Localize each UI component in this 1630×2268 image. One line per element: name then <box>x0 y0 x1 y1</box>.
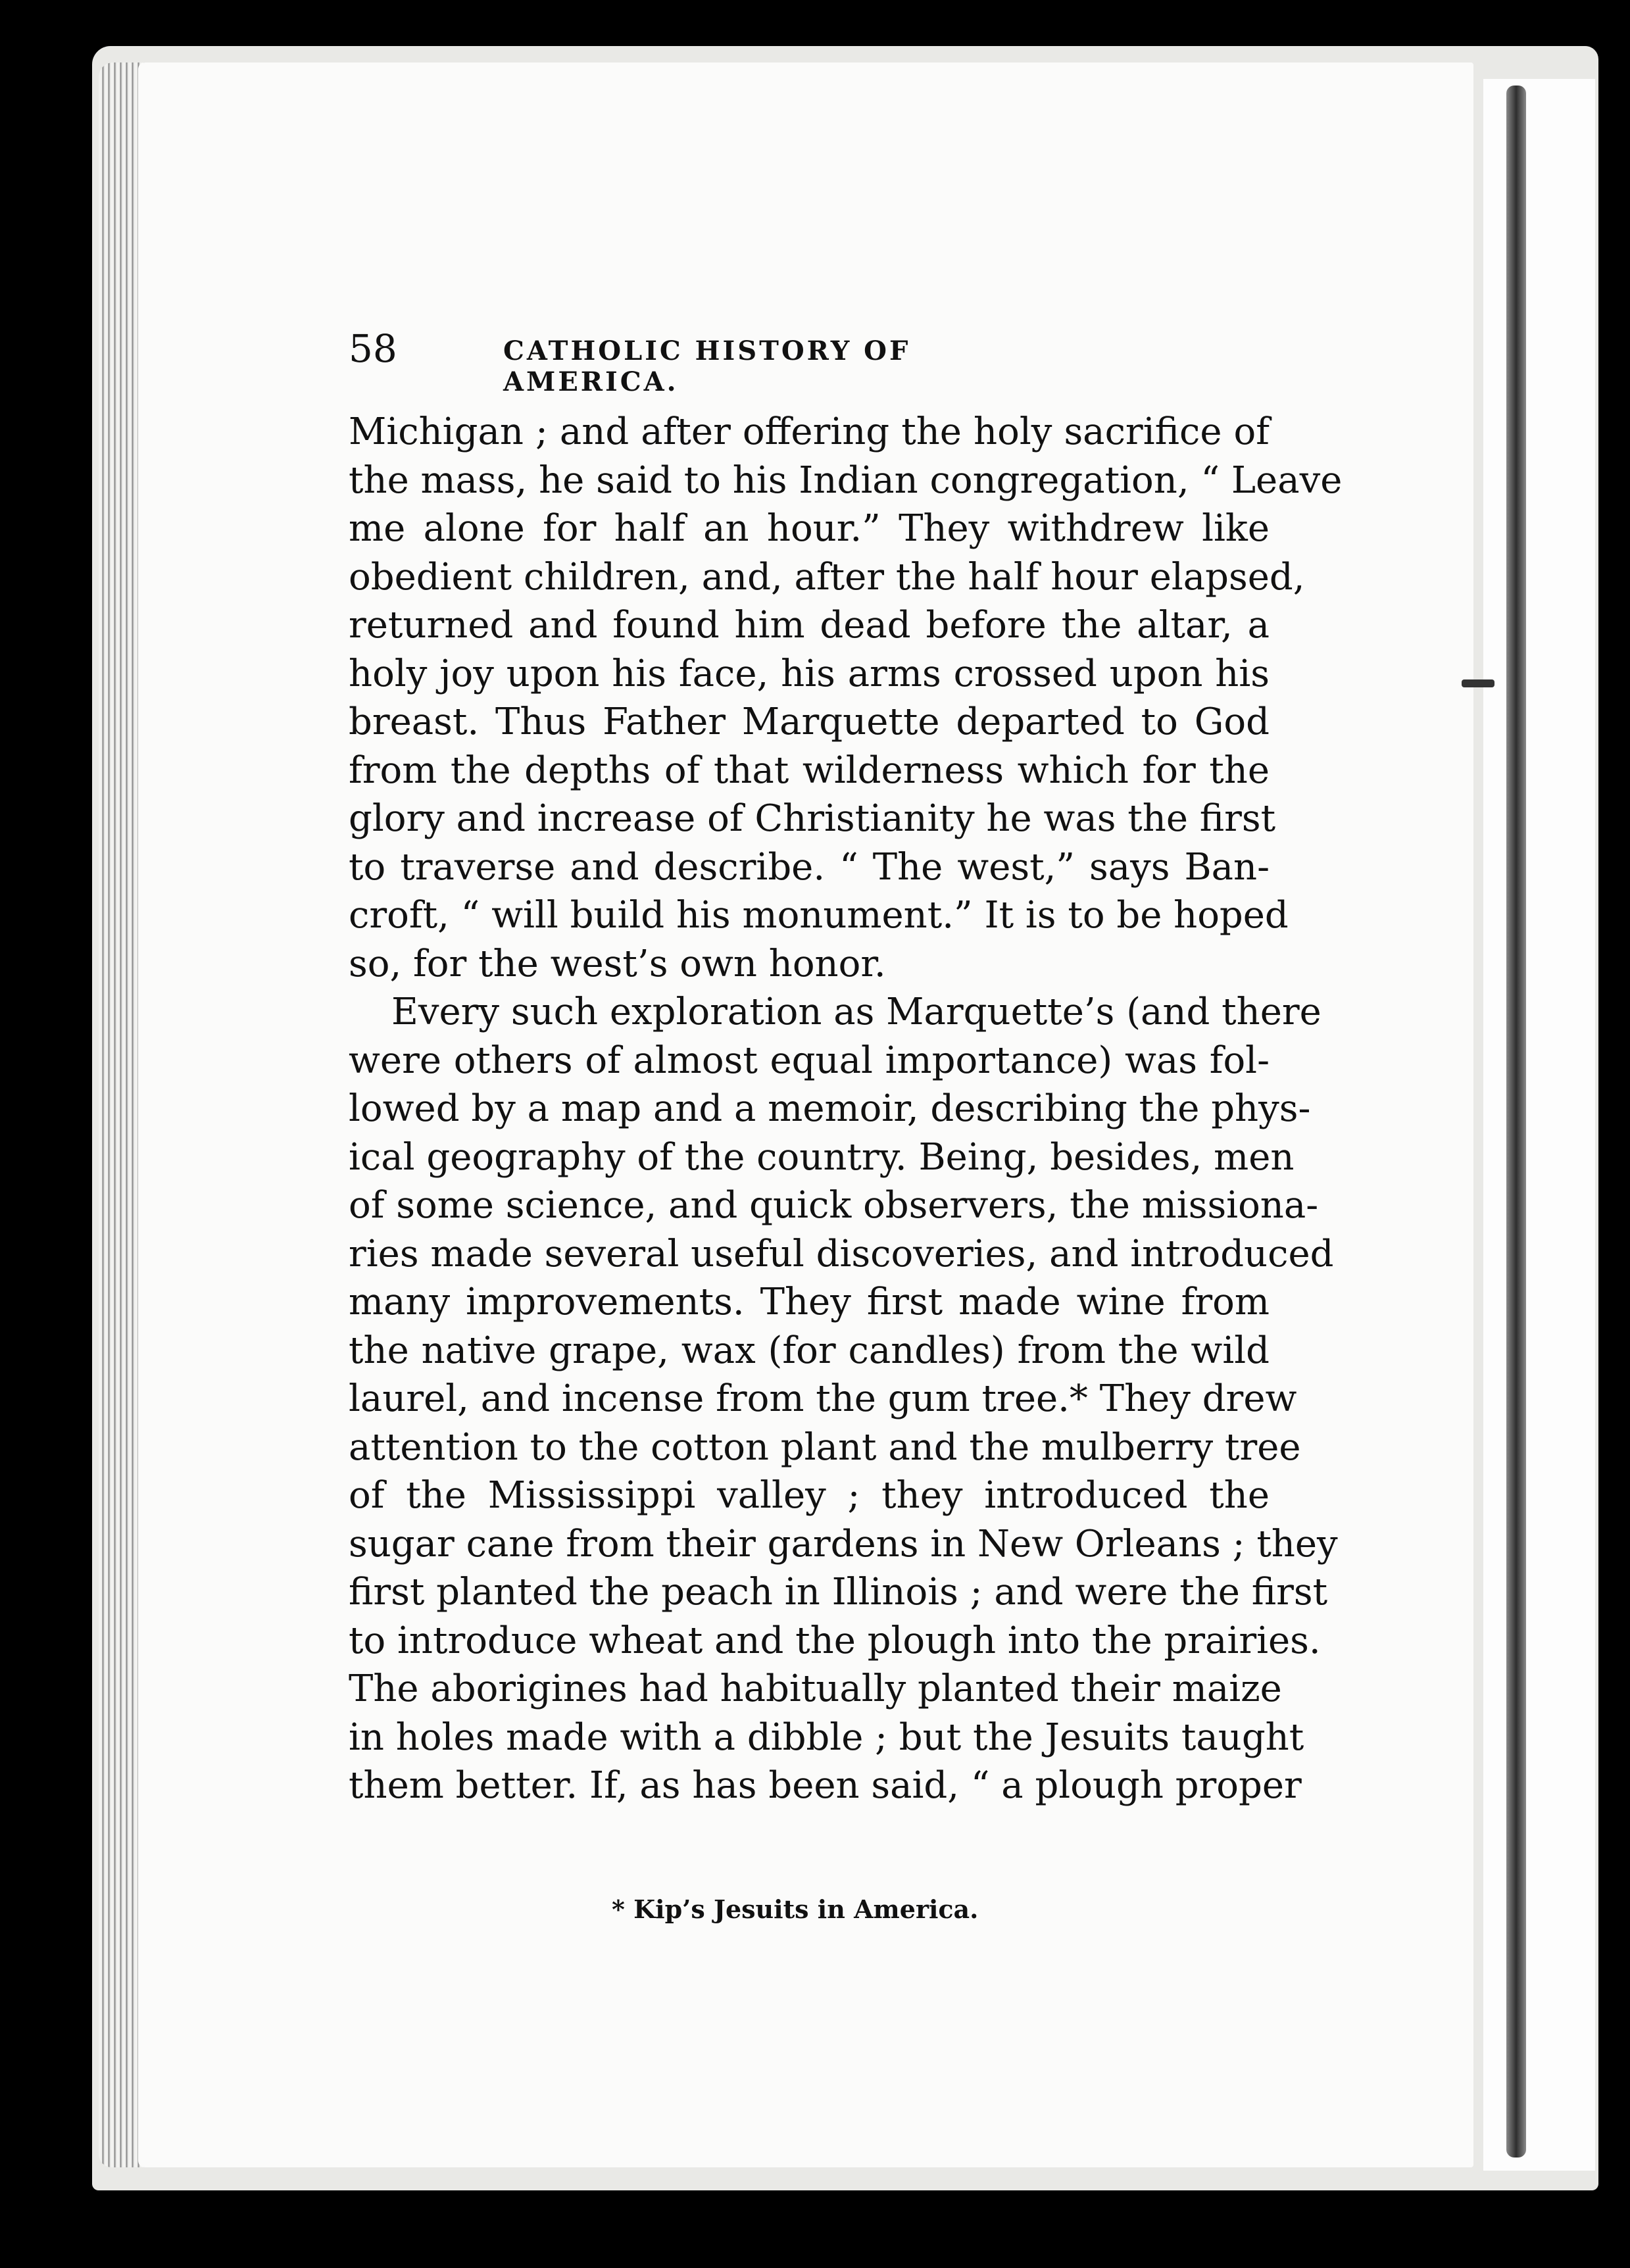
text-line: croft, “ will build his monument.” It is to be hoped <box>349 894 1289 937</box>
text-line: Every such exploration as Marquette’s (and there <box>391 991 1321 1033</box>
binding-shadow <box>1506 86 1526 2157</box>
facing-page-edge <box>1483 79 1595 2171</box>
text-line: many improvements. They first made wine from <box>349 1281 1270 1323</box>
footnote: * Kip’s Jesuits in America. <box>612 1894 979 1924</box>
margin-mark <box>1462 679 1494 687</box>
text-line: of the Mississippi valley ; they introduced the <box>349 1474 1270 1517</box>
text-line: me alone for half an hour.” They withdrew like <box>349 507 1270 550</box>
text-line: to introduce wheat and the plough into the prairies. <box>349 1619 1321 1662</box>
text-line: obedient children, and, after the half hour elapsed, <box>349 555 1305 599</box>
text-line: laurel, and incense from the gum tree.* They drew <box>349 1377 1297 1420</box>
text-line: the mass, he said to his Indian congregation, “ Leave <box>349 458 1343 502</box>
page-number: 58 <box>349 326 397 371</box>
text-line: lowed by a map and a memoir, describing the phys- <box>349 1087 1311 1130</box>
text-line: glory and increase of Christianity he was the first <box>349 797 1276 840</box>
text-line: breast. Thus Father Marquette departed to God <box>349 701 1270 743</box>
text-line: from the depths of that wilderness which for the <box>349 749 1270 792</box>
text-line: were others of almost equal importance) was fol- <box>349 1039 1270 1082</box>
text-line: sugar cane from their gardens in New Orleans ; they <box>349 1522 1338 1565</box>
text-line: first planted the peach in Illinois ; and were the first <box>349 1571 1328 1614</box>
text-line: them better. If, as has been said, “ a plough proper <box>349 1764 1302 1807</box>
text-line: Michigan ; and after offering the holy sacrifice of <box>349 410 1270 453</box>
body-text <box>349 408 1343 1810</box>
text-line: returned and found him dead before the altar, a <box>349 604 1270 647</box>
text-line: ical geography of the country. Being, besides, men <box>349 1135 1295 1179</box>
text-line: so, for the west’s own honor. <box>349 942 886 985</box>
text-line: ries made several useful discoveries, and introduced <box>349 1232 1334 1275</box>
text-line: attention to the cotton plant and the mulberry tree <box>349 1425 1301 1469</box>
running-title: CATHOLIC HISTORY OF AMERICA. <box>503 335 911 397</box>
text-line: to traverse and describe. “ The west,” says Ban- <box>349 845 1270 889</box>
running-head <box>349 326 1092 397</box>
text-line: the native grape, wax (for candles) from the wild <box>349 1329 1270 1372</box>
text-line: The aborigines had habitually planted their maize <box>349 1667 1282 1710</box>
text-line: in holes made with a dibble ; but the Jesuits taught <box>349 1715 1304 1759</box>
text-line: holy joy upon his face, his arms crossed upon his <box>349 652 1270 695</box>
text-line: of some science, and quick observers, the missiona- <box>349 1184 1319 1227</box>
